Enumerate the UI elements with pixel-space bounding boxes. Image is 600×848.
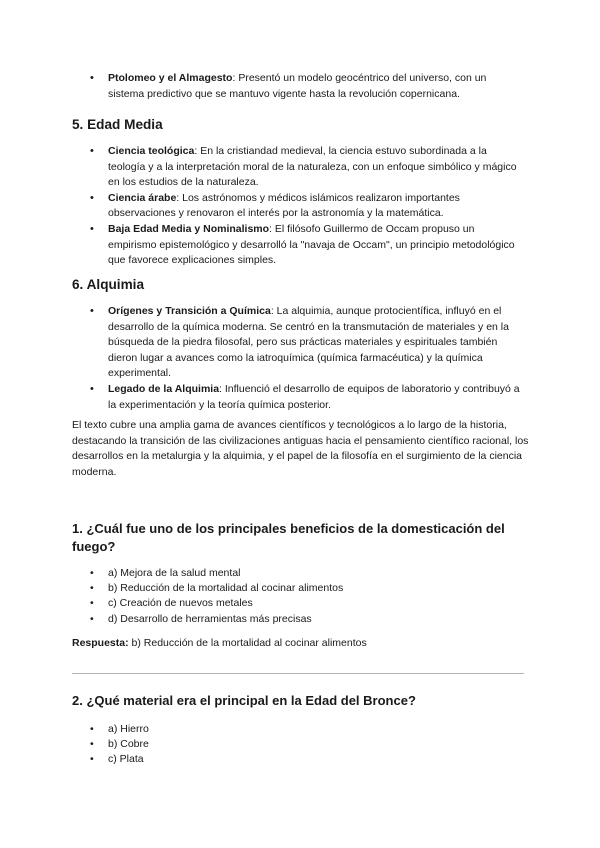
option-c: • c) Creación de nuevos metales — [0, 596, 525, 611]
section-5-list — [0, 144, 525, 269]
list-item — [0, 144, 525, 191]
answer-label: Respuesta: — [72, 637, 129, 649]
term: Ptolomeo y el Almagesto — [108, 72, 233, 84]
option-d: • d) Desarrollo de herramientas más precisas — [0, 612, 525, 627]
description: : Presentó un modelo geocéntrico del universo, con un sistema predictivo que se mantuvo vigente hasta la revolución copernicana. — [108, 72, 487, 100]
answer-text: b) Reducción de la mortalidad al cocinar alimentos — [128, 637, 367, 649]
description: : Los astrónomos y médicos islámicos realizaron importantes observaciones y renovaron el interés por la astronomía y la matemática. — [108, 191, 460, 220]
list-item — [0, 304, 525, 382]
option-b: • b) Reducción de la mortalidad al cocinar alimentos — [0, 581, 525, 596]
question-2-title: 2. ¿Qué material era el principal en la Edad del Bronce? — [72, 693, 416, 708]
term: Orígenes y Transición a Química — [108, 305, 271, 317]
term: Baja Edad Media y Nominalismo — [108, 222, 270, 235]
ptolomeo-list — [0, 71, 525, 102]
section-6-heading: 6. Alquimia — [72, 277, 145, 292]
question-2-options — [0, 722, 525, 768]
list-item — [0, 222, 525, 269]
description: : El filósofo Guillermo de Occam propuso un empirismo epistemológico y desarrolló la "navaja de Occam", un principio metodológico que favorece explicaciones simples. — [108, 222, 515, 267]
option-a: • a) Mejora de la salud mental — [0, 566, 525, 581]
description: : La alquimia, aunque protocientífica, influyó en el desarrollo de la química moderna. Se centró en la transmutación de materiales y en la búsqueda de la piedra filosofal, pero sus prácticas materiales y espirituales también dieron lugar a avances como la iatroquímica (química farmacéutica) y la química experimental. — [108, 305, 509, 380]
question-1-options — [0, 566, 525, 627]
section-6-list — [0, 304, 525, 413]
description: : Influenció el desarrollo de equipos de laboratorio y contribuyó a la experimentación y la teoría química posterior. — [108, 382, 520, 411]
term: Legado de la Alquimia — [108, 382, 220, 395]
summary-paragraph: El texto cubre una amplia gama de avances científicos y tecnológicos a lo largo de la historia, destacando la transición de las civilizaciones antiguas hacia el pensamiento científico racional, los desarrollos en la metalurgia y la alquimia, y el papel de la filosofía en el surgimiento de la ciencia moderna. — [72, 419, 529, 479]
option-c: • c) Plata — [0, 752, 525, 767]
description: : En la cristiandad medieval, la ciencia estuvo subordinada a la teología y a la interpretación moral de la naturaleza, con un enfoque simbólico y mágico en los estudios de la naturaleza. — [108, 145, 517, 189]
list-item — [0, 191, 525, 222]
horizontal-divider — [72, 673, 524, 674]
list-item — [0, 382, 525, 413]
question-1-title: 1. ¿Cuál fue uno de los principales beneficios de la domesticación del fuego? — [72, 521, 505, 554]
option-a: • a) Hierro — [0, 722, 525, 737]
answer-1 — [72, 636, 532, 652]
list-item — [0, 71, 525, 102]
term: Ciencia teológica — [108, 145, 195, 157]
section-5-heading: 5. Edad Media — [72, 117, 163, 132]
option-b: • b) Cobre — [0, 737, 525, 752]
term: Ciencia árabe — [108, 191, 177, 204]
